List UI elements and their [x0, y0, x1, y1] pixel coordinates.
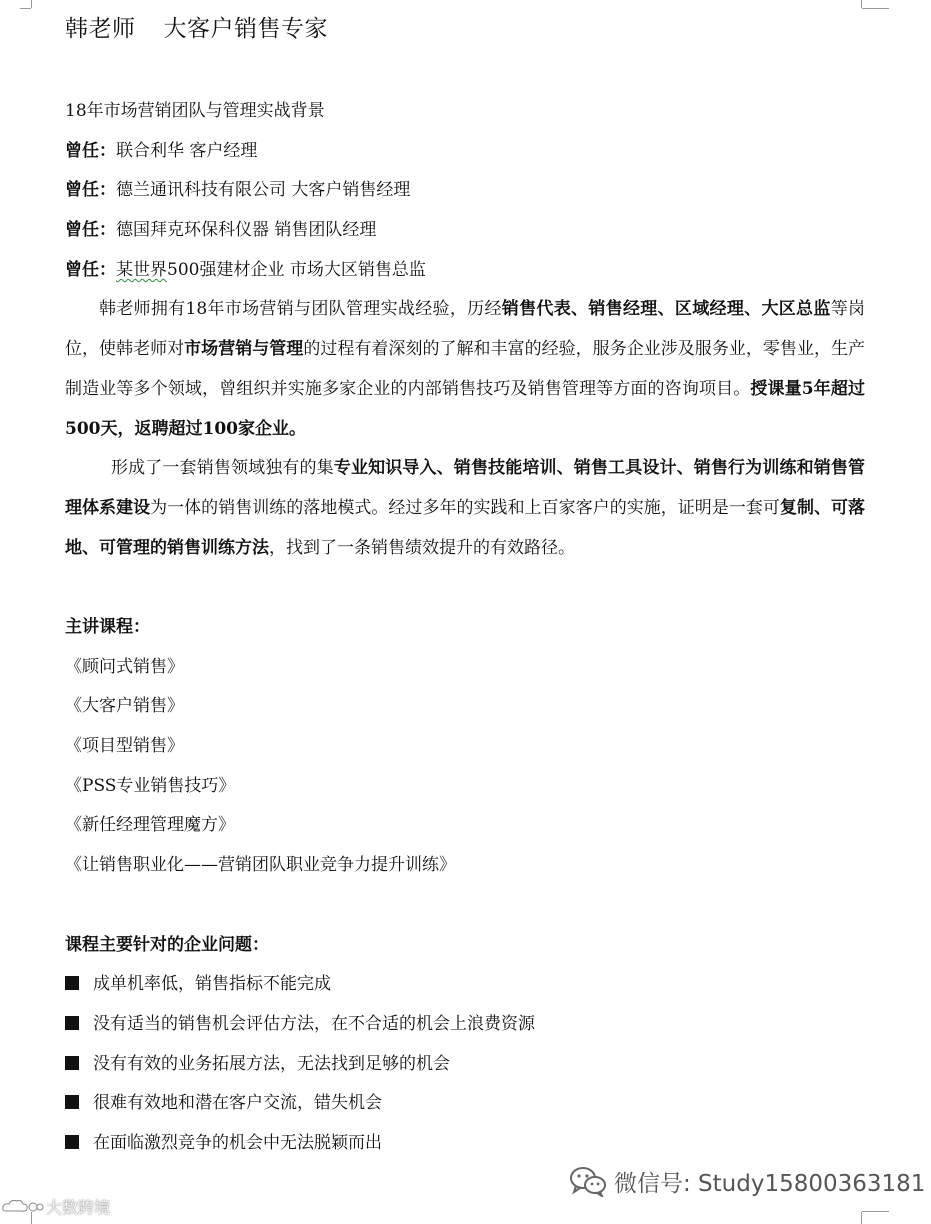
intro-paragraph — [65, 290, 865, 449]
course-item: 《顾问式销售》 — [65, 656, 184, 677]
course-item: 《新任经理管理魔方》 — [65, 815, 235, 836]
wechat-watermark — [568, 1163, 925, 1199]
square-bullet-icon — [65, 1135, 79, 1149]
problem-text: 没有适当的销售机会评估方法，在不合适的机会上浪费资源 — [93, 1013, 535, 1034]
courses-heading: 主讲课程： — [65, 617, 150, 638]
paragraph-bold-text: 市场营销与管理 — [184, 339, 304, 360]
square-bullet-icon — [65, 976, 79, 990]
role-prefix: 曾任： — [65, 259, 116, 280]
paragraph-bold-text: 复制、可落地、可管理的销售训练方法 — [65, 497, 866, 558]
role-text: 联合利华 客户经理 — [116, 140, 258, 161]
role-line — [65, 251, 865, 291]
instructor-title: 大客户销售专家 — [163, 16, 328, 42]
crop-mark-bottom-right — [862, 1211, 889, 1212]
role-line — [65, 211, 865, 251]
crop-mark-top-left — [20, 8, 31, 9]
paragraph-text: 韩老师拥有18年市场营销与团队管理实战经验，历经 — [99, 299, 502, 320]
course-item: 《PSS专业销售技巧》 — [65, 775, 236, 796]
problem-text: 成单机率低，销售指标不能完成 — [93, 974, 331, 995]
paragraph-bold-text: 销售代表、销售经理、区域经理、大区总监 — [501, 299, 831, 320]
paragraph-text: 等岗位，使韩老师对 — [65, 299, 865, 360]
background-line: 18年市场营销团队与管理实战背景 — [65, 101, 325, 121]
square-bullet-icon — [65, 1056, 79, 1070]
brand-watermark — [0, 1193, 110, 1219]
role-prefix: 曾任： — [65, 180, 116, 201]
wechat-id: 微信号: Study15800363181 — [614, 1170, 926, 1197]
problem-item — [65, 1124, 865, 1164]
crop-mark-bottom-right — [861, 1212, 862, 1224]
square-bullet-icon — [65, 1016, 79, 1030]
paragraph-text: 形成了一套销售领域独有的集 — [111, 458, 334, 479]
role-line — [65, 171, 865, 211]
wechat-icon — [568, 1165, 608, 1197]
paragraph-text: ，找到了一条销售绩效提升的有效路径。 — [269, 537, 575, 558]
method-paragraph — [65, 449, 865, 568]
problem-item — [65, 1045, 865, 1085]
problems-heading: 课程主要针对的企业问题： — [65, 934, 269, 955]
paragraph-text: 的过程有着深刻的了解和丰富的经验，服务企业涉及服务业，零售业，生产制造业等多个领域，曾组织并实施多家企业的内部销售技巧及销售管理等方面的咨询项目。 — [65, 339, 866, 399]
course-item: 《项目型销售》 — [65, 736, 184, 757]
paragraph-bold-text: 授课量5年超过500天，返聘超过100家企业。 — [65, 378, 865, 439]
cloud-logo-icon — [0, 1196, 44, 1216]
square-bullet-icon — [65, 1095, 79, 1109]
crop-mark-top-left — [31, 0, 32, 8]
role-text: 德兰通讯科技有限公司 大客户销售经理 — [116, 180, 411, 201]
instructor-name: 韩老师 — [65, 16, 136, 42]
problem-item — [65, 1084, 865, 1124]
spellcheck-underlined-text: 某世界 — [116, 259, 167, 280]
role-prefix: 曾任： — [65, 140, 116, 161]
crop-mark-top-right — [862, 8, 889, 9]
problem-item — [65, 1005, 865, 1045]
page-title — [65, 12, 328, 46]
crop-mark-top-right — [861, 0, 862, 8]
problem-text: 很难有效地和潜在客户交流，错失机会 — [93, 1093, 382, 1114]
problem-item — [65, 965, 865, 1005]
course-item: 《大客户销售》 — [65, 696, 184, 717]
role-line — [65, 132, 865, 172]
document-body — [65, 92, 865, 1164]
course-item: 《让销售职业化——营销团队职业竞争力提升训练》 — [65, 855, 456, 876]
brand-name: 大数跨境 — [46, 1197, 111, 1217]
problem-text: 没有有效的业务拓展方法，无法找到足够的机会 — [93, 1053, 450, 1074]
problem-text: 在面临激烈竞争的机会中无法脱颖而出 — [93, 1132, 382, 1153]
role-text: 德国拜克环保科仪器 销售团队经理 — [116, 220, 377, 241]
paragraph-text: 为一体的销售训练的落地模式。经过多年的实践和上百家客户的实施，证明是一套可 — [150, 497, 780, 518]
paragraph-bold-text: 专业知识导入、销售技能培训、销售工具设计、销售行为训练和销售管理体系建设 — [65, 458, 866, 518]
role-text: 500强建材企业 市场大区销售总监 — [167, 259, 426, 280]
role-prefix: 曾任： — [65, 220, 116, 241]
